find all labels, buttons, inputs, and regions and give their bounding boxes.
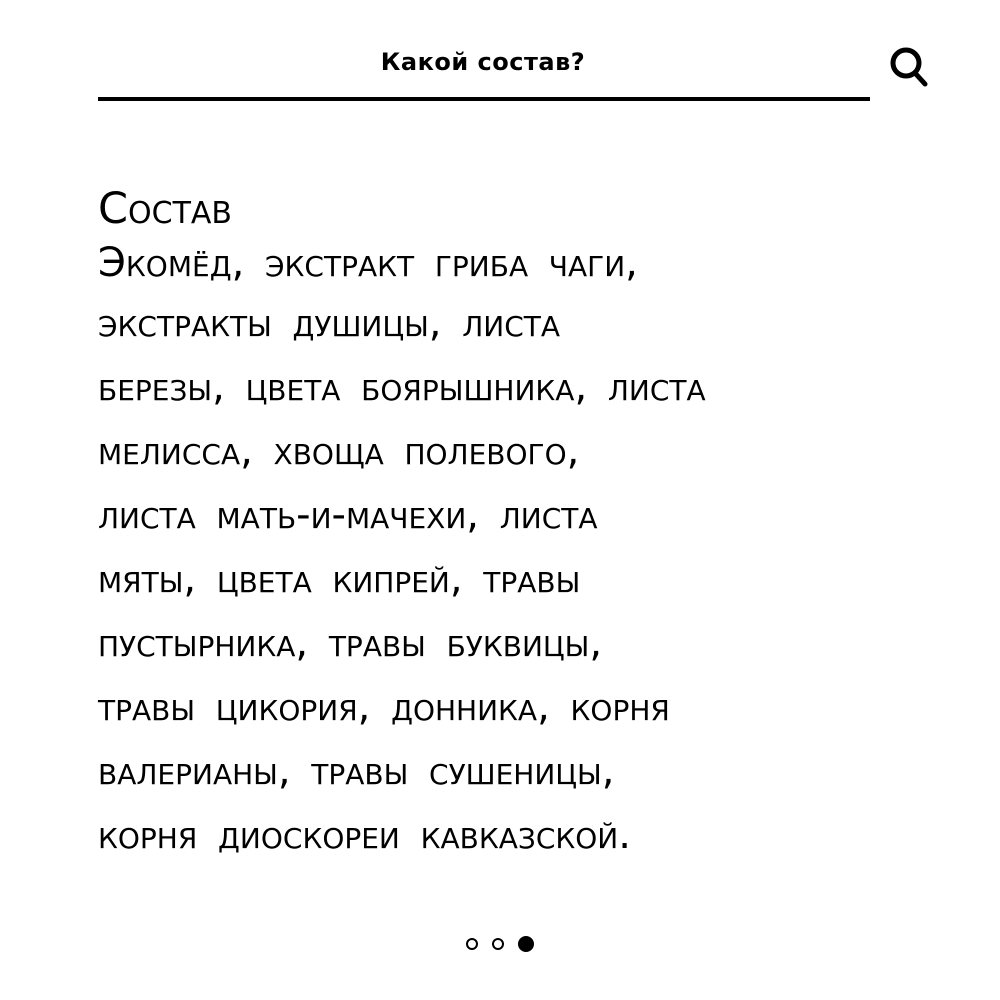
ingredients-section bbox=[98, 183, 918, 867]
ingredients-line: экстракты душицы, листа bbox=[98, 300, 561, 346]
page-dot-2[interactable] bbox=[492, 938, 504, 950]
ingredients-line: мелисса, хвоща полевого, bbox=[98, 428, 580, 474]
page-dot-1[interactable] bbox=[466, 938, 478, 950]
pagination-dots bbox=[0, 938, 1000, 952]
ingredients-line: травы цикория, донника, корня bbox=[98, 684, 670, 730]
ingredients-line: валерианы, травы сушеницы, bbox=[98, 748, 615, 794]
section-heading: Состав bbox=[98, 184, 233, 234]
header-divider bbox=[98, 97, 870, 101]
ingredients-line: листа мать-и-мачехи, листа bbox=[98, 492, 598, 538]
ingredients-text bbox=[98, 235, 918, 867]
page-title: Какой состав? bbox=[380, 48, 586, 76]
ingredients-line: пустырника, травы буквицы, bbox=[98, 620, 603, 666]
search-button[interactable] bbox=[880, 36, 940, 96]
search-icon bbox=[880, 36, 940, 96]
ingredients-line: корня диоскореи кавказской. bbox=[98, 812, 631, 858]
ingredients-line: мяты, цвета кипрей, травы bbox=[98, 556, 581, 602]
ingredients-line: березы, цвета боярышника, листа bbox=[98, 364, 706, 410]
ingredients-line: Экомёд, экстракт гриба чаги, bbox=[98, 240, 638, 286]
page-dot-3[interactable] bbox=[518, 936, 534, 952]
